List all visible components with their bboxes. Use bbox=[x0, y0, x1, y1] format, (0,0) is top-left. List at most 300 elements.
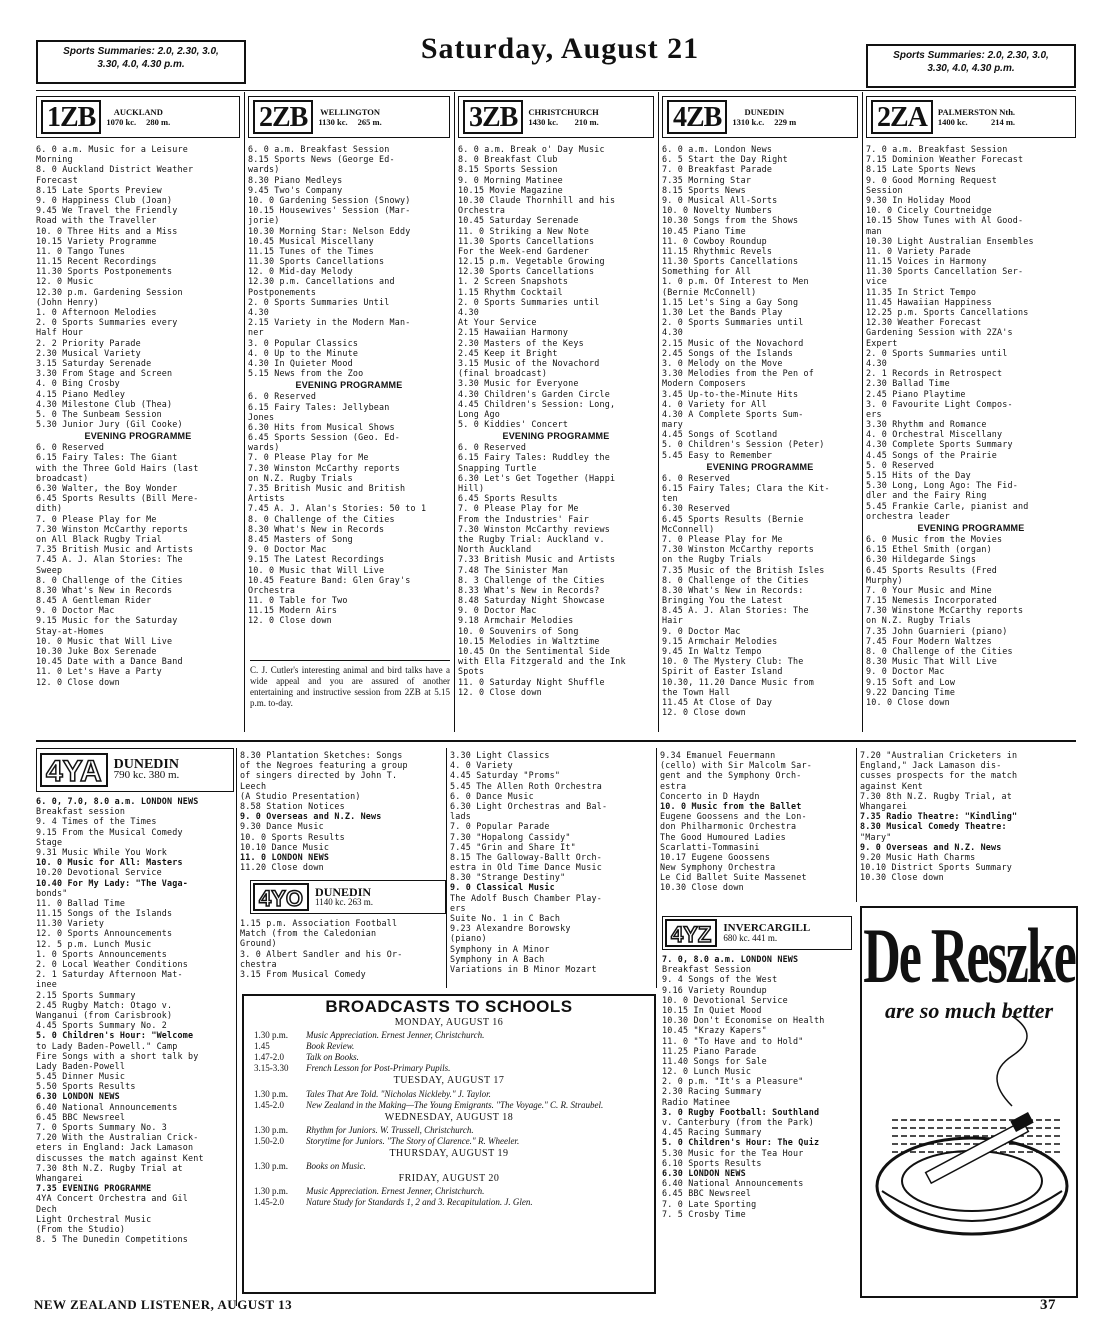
station-callsign: 2ZA bbox=[871, 100, 933, 134]
station-column-2za bbox=[866, 96, 1076, 707]
programme-item: 7.33 British Music and Artists bbox=[458, 554, 616, 565]
programme-item: 6.15 Fairy Tales: Ruddley the bbox=[458, 452, 611, 463]
programme-item: 7.48 The Sinister Man bbox=[458, 564, 569, 575]
programme-item: 5.45 Frankie Carle, pianist and bbox=[866, 500, 1029, 511]
programme-item: man bbox=[866, 225, 882, 236]
programme-item: 3.15 Music of the Novachord bbox=[458, 357, 600, 368]
4yz-header bbox=[662, 916, 852, 950]
programme-item: 5.15 News from the Zoo bbox=[248, 368, 364, 379]
programme-item: 11. 0 Cowboy Roundup bbox=[662, 235, 767, 246]
programme-item: wards) bbox=[248, 164, 280, 175]
programme-item: 11.30 Sports Postponements bbox=[36, 266, 173, 277]
4ya-programme-item: 8.30 Plantation Sketches: Songs bbox=[240, 750, 403, 760]
programme-item: wards) bbox=[248, 442, 280, 453]
column-divider bbox=[446, 748, 447, 988]
4yz-programme-item: Breakfast Session bbox=[662, 964, 752, 975]
programme-item: 2.30 Ballad Time bbox=[866, 378, 950, 389]
programme-item: 7.30 Winston McCarthy reports bbox=[662, 544, 815, 555]
programme-item: 4.30 Complete Sports Summary bbox=[866, 439, 1013, 450]
4ya-programme-item: of singers directed by John T. bbox=[240, 770, 398, 781]
station-header bbox=[248, 96, 450, 138]
programme-item: Road with the Traveller bbox=[36, 215, 157, 226]
4ya-programme-item: 4YA Concert Orchestra and Gil bbox=[36, 1193, 189, 1204]
programme-item: 1.30 Let the Bands Play bbox=[662, 307, 783, 317]
programme-item: 1.15 Let's Sing a Gay Song bbox=[662, 296, 799, 307]
station-metres: 210 m. bbox=[574, 117, 599, 127]
programme-item: the Town Hall bbox=[662, 686, 731, 697]
sports-summaries-right-line1: Sports Summaries: 2.0, 2.30, 3.0, bbox=[893, 50, 1049, 61]
4ya-programme-item: (From the Studio) bbox=[36, 1223, 126, 1234]
programme-item: 4. 0 Orchestral Miscellany bbox=[866, 429, 1003, 440]
4ya-programme-item: 10. 0 Music for All: Masters bbox=[36, 857, 183, 868]
station-kc: 1070 kc. bbox=[106, 117, 137, 127]
station-metres: 214 m. bbox=[990, 117, 1016, 127]
station-callsign: 4ZB bbox=[667, 100, 727, 134]
programme-item: 9.15 Music for the Saturday bbox=[36, 615, 178, 626]
schools-item-time: 3.15-3.30 bbox=[254, 1063, 289, 1074]
programme-item: 5. 0 The Sunbeam Session bbox=[36, 408, 162, 419]
programme-item: 6.45 Sports Session (Geo. Ed- bbox=[248, 432, 401, 443]
sports-summaries-right bbox=[866, 44, 1076, 88]
programme-item: 7.30 Winston McCarthy reports bbox=[248, 462, 401, 473]
programme-item: 6.15 Fairy Tales; Clara the Kit- bbox=[662, 483, 830, 493]
programme-item: EVENING PROGRAMME bbox=[502, 431, 610, 442]
4yz-programme-item: 7. 5 Crosby Time bbox=[662, 1208, 746, 1219]
programme-item: 9.18 Armchair Melodies bbox=[458, 615, 574, 626]
4yo-header bbox=[250, 880, 446, 914]
programme-item: 3.15 Saturday Serenade bbox=[36, 357, 152, 368]
4ya-continued-list bbox=[240, 750, 450, 872]
schools-item-description: Music Appreciation. Ernest Jenner, Christchurch. bbox=[306, 1186, 485, 1197]
programme-item: Artists bbox=[248, 493, 285, 504]
programme-item: 8.15 Late Sports News bbox=[866, 164, 977, 175]
4ya-programme-item: 7.35 EVENING PROGRAMME bbox=[36, 1183, 152, 1194]
programme-item: 9.30 In Holiday Mood bbox=[866, 194, 971, 205]
programme-item: Forecast bbox=[36, 174, 78, 185]
programme-item: 11.35 In Strict Tempo bbox=[866, 286, 977, 297]
4ya-programme-item: 9.15 From the Musical Comedy bbox=[36, 826, 183, 837]
programme-item: 11. 0 Striking a New Note bbox=[458, 225, 590, 236]
4yz-programme-item: 7. 0 Late Sporting bbox=[662, 1198, 757, 1209]
4yo-programme-item: 6.30 Light Orchestras and Bal- bbox=[450, 800, 608, 811]
programme-item: 10.15 Melodies in Waltztime bbox=[458, 635, 600, 646]
programme-item: 5.30 Junior Jury (Gil Cooke) bbox=[36, 419, 183, 430]
programme-item: 6.15 Fairy Tales: The Giant bbox=[36, 452, 178, 463]
4yo-continued-2-list bbox=[660, 750, 856, 893]
4yo-programme-item: 9.23 Alexandre Borowsky bbox=[450, 923, 571, 934]
4yz-city-block bbox=[723, 923, 810, 943]
programme-item: 8.30 What's New in Records bbox=[248, 523, 385, 534]
programme-item: 10. 0 Novelty Numbers bbox=[662, 205, 773, 216]
programme-item: 12.25 p.m. Sports Cancellations bbox=[866, 307, 1029, 317]
4yz-programme-item: 9.16 Variety Roundup bbox=[662, 984, 767, 995]
4ya-continued bbox=[240, 750, 450, 872]
4yo-programme-item: 4. 0 Variety bbox=[450, 760, 513, 771]
4ya-city: DUNEDIN bbox=[113, 756, 179, 772]
programme-item: 12. 0 Mid-day Melody bbox=[248, 266, 353, 277]
4yo-programme-item: 10.30 Close down bbox=[660, 882, 744, 893]
4yo-continued-list bbox=[450, 750, 654, 974]
programme-item: 9.45 We Travel the Friendly bbox=[36, 205, 178, 216]
station-city: AUCKLAND bbox=[113, 107, 163, 117]
programme-item: 9.15 Armchair Melodies bbox=[662, 635, 778, 646]
station-city: CHRISTCHURCH bbox=[528, 107, 599, 117]
programme-item: 12. 0 Close down bbox=[458, 686, 542, 697]
programme-item: Half Hour bbox=[36, 327, 84, 338]
station-city-block bbox=[528, 107, 598, 127]
programme-item: 1. 0 Afternoon Melodies bbox=[36, 307, 157, 317]
station-programme-list bbox=[248, 144, 450, 626]
schools-day-heading: FRIDAY, AUGUST 20 bbox=[398, 1173, 500, 1185]
programme-item: 10.45 On the Sentimental Side bbox=[458, 646, 611, 656]
programme-item: 10.15 Show Tunes with Al Good- bbox=[866, 215, 1024, 226]
programme-item: 7. 0 Your Music and Mine bbox=[866, 584, 992, 595]
station-programme-list bbox=[36, 144, 240, 687]
4yz-programme-item: 7. 0, 8.0 a.m. LONDON NEWS bbox=[662, 954, 799, 964]
4ya-programme-item: 6.30 LONDON NEWS bbox=[36, 1091, 120, 1102]
station-header bbox=[458, 96, 654, 138]
programme-item: Expert bbox=[866, 337, 898, 348]
4yo-section bbox=[240, 918, 450, 979]
programme-item: EVENING PROGRAMME bbox=[295, 380, 403, 391]
station-column-2zb bbox=[248, 96, 450, 626]
schools-item-description: Books on Music. bbox=[306, 1161, 366, 1172]
4ya-programme-item: 6. 0, 7.0, 8.0 a.m. LONDON NEWS bbox=[36, 796, 199, 806]
programme-item: vice bbox=[866, 276, 887, 287]
schools-day-heading: TUESDAY, AUGUST 17 bbox=[393, 1075, 505, 1087]
programme-item: orchestra leader bbox=[866, 510, 950, 521]
4yo-continued-2 bbox=[660, 750, 856, 893]
4yo-programme-item: 6. 0 Dance Music bbox=[450, 790, 534, 801]
programme-item: 11.30 Sports Cancellations bbox=[458, 235, 595, 246]
4yz-programme-item: 7.20 "Australian Cricketers in bbox=[860, 750, 1018, 760]
4ya-programme-item: 11. 0 Ballad Time bbox=[36, 897, 126, 908]
schools-day-heading: WEDNESDAY, AUGUST 18 bbox=[384, 1111, 514, 1123]
4ya-programme-item: 12. 5 p.m. Lunch Music bbox=[36, 938, 152, 949]
4ya-programme-item: 6.40 National Announcements bbox=[36, 1101, 178, 1112]
programme-item: 10.45 Musical Miscellany bbox=[248, 235, 374, 246]
4ya-programme-item: Lady Baden-Powell bbox=[36, 1060, 126, 1071]
programme-item: 6. 0 a.m. London News bbox=[662, 144, 773, 154]
4ya-programme-item: 12. 0 Sports Announcements bbox=[36, 928, 173, 939]
4yo-programme-item: 4.45 Saturday "Proms" bbox=[450, 770, 561, 781]
programme-item: 8. 3 Challenge of the Cities bbox=[458, 574, 605, 585]
4yo-programme-item: 9.34 Emanuel Feuermann bbox=[660, 750, 776, 760]
4yz-programme-item: 2.30 Racing Summary bbox=[662, 1086, 762, 1097]
programme-item: 2.45 Keep it Bright bbox=[458, 347, 558, 358]
programme-item: 4.30 bbox=[248, 307, 269, 317]
4ya-programme-item: 8.58 Station Notices bbox=[240, 800, 345, 811]
programme-item: 10. 0 Gardening Session (Snowy) bbox=[248, 194, 411, 205]
4ya-programme-item: 2.15 Sports Summary bbox=[36, 989, 136, 1000]
4ya-programme-item: to Lady Baden-Powell." Camp bbox=[36, 1040, 178, 1051]
programme-item: 9.45 In Waltz Tempo bbox=[662, 646, 762, 656]
4yz-frequency: 680 kc. 441 m. bbox=[723, 933, 778, 943]
4ya-programme-item: (A Studio Presentation) bbox=[240, 790, 361, 801]
4ya-programme-item: 5.45 Dinner Music bbox=[36, 1071, 126, 1082]
programme-item: 10.15 Variety Programme bbox=[36, 235, 157, 246]
programme-item: 3.30 Melodies from the Pen of bbox=[662, 368, 815, 379]
schools-item-description: Nature Study for Standards 1, 2 and 3. Recapitulation. J. Glen. bbox=[306, 1197, 533, 1208]
4yo-programme-item: 1.15 p.m. Association Football bbox=[240, 918, 398, 928]
4yo-programme-item: 8.30 "Strange Destiny" bbox=[450, 872, 566, 883]
programme-item: 11.45 At Close of Day bbox=[662, 696, 773, 707]
programme-item: 11. 0 Table for Two bbox=[248, 595, 348, 606]
4yz-programme-item: 11.40 Songs for Sale bbox=[662, 1055, 767, 1066]
programme-item: 10. 0 The Mystery Club: The bbox=[662, 656, 804, 667]
4yz-programme-item: 3. 0 Rugby Football: Southland bbox=[662, 1106, 820, 1117]
programme-item: 7.30 Winston McCarthy reports bbox=[36, 523, 189, 534]
column-divider bbox=[658, 92, 659, 732]
programme-item: 1.15 Rhythm Cocktail bbox=[458, 286, 563, 297]
programme-item: 6.30 Hildegarde Sings bbox=[866, 554, 977, 565]
4ya-programme-item: of the Negroes featuring a group bbox=[240, 760, 408, 771]
4yz-programme-item: 9. 0 Overseas and N.Z. News bbox=[860, 841, 1002, 852]
programme-item: dith) bbox=[36, 503, 63, 514]
4yz-programme-item: 10.10 District Sports Summary bbox=[860, 862, 1013, 873]
programme-item: EVENING PROGRAMME bbox=[706, 461, 814, 472]
programme-item: 10. 0 Close down bbox=[866, 696, 950, 707]
4ya-callsign: 4YA bbox=[40, 753, 108, 787]
4yo-programme-item: 10. 0 Music from the Ballet bbox=[660, 800, 802, 811]
column-divider bbox=[454, 92, 455, 732]
station-metres: 229 m bbox=[774, 117, 797, 127]
4ya-programme-item: 10. 0 Sports Results bbox=[240, 831, 345, 842]
4yo-programme-item: Match (from the Caledonian bbox=[240, 928, 377, 939]
station-header bbox=[36, 96, 240, 138]
4yz-programme-item: 6.40 National Announcements bbox=[662, 1178, 804, 1189]
4ya-programme-item: 10.40 For My Lady: "The Vaga- bbox=[36, 877, 189, 888]
programme-item: 2. 0 Sports Summaries Until bbox=[248, 296, 390, 307]
4yz-programme-item: 6.10 Sports Results bbox=[662, 1157, 762, 1168]
4yo-programme-item: The Adolf Busch Chamber Play- bbox=[450, 892, 603, 903]
station-programme-list bbox=[866, 144, 1076, 707]
schools-item bbox=[254, 1063, 644, 1074]
schools-item bbox=[254, 1100, 644, 1111]
programme-item: 6. 0 a.m. Break o' Day Music bbox=[458, 144, 605, 154]
column-divider bbox=[244, 92, 245, 732]
4ya-programme-item: eters in England: Jack Lamason bbox=[36, 1142, 194, 1153]
4ya-programme-item: discusses the match against Kent bbox=[36, 1152, 204, 1163]
4yo-programme-item: 7.30 "Hopalong Cassidy" bbox=[450, 831, 571, 842]
station-callsign: 2ZB bbox=[253, 100, 313, 134]
4yo-programme-item: ers bbox=[450, 902, 466, 913]
programme-item: 9. 0 Doctor Mac bbox=[248, 544, 327, 555]
4yz-programme-item: v. Canterbury (from the Park) bbox=[662, 1117, 815, 1127]
4ya-programme-item: 11.20 Close down bbox=[240, 862, 324, 873]
programme-item: 2. 0 Sports Summaries until bbox=[458, 296, 600, 307]
programme-item: 9. 0 Musical All-Sorts bbox=[662, 194, 778, 205]
4yz-programme-item: "Mary" bbox=[860, 831, 892, 842]
programme-item: 2.15 Hawaiian Harmony bbox=[458, 327, 569, 338]
schools-item-time: 1.47-2.0 bbox=[254, 1052, 284, 1063]
4ya-city-block bbox=[113, 756, 180, 781]
programme-item: on N.Z. Rugby Trials bbox=[866, 615, 971, 626]
programme-item: 9.15 Soft and Low bbox=[866, 676, 956, 687]
programme-item: 10. 0 Music that Will Live bbox=[248, 564, 385, 575]
programme-item: 1. 2 Screen Snapshots bbox=[458, 276, 569, 287]
programme-item: 8.45 A Gentleman Rider bbox=[36, 595, 152, 606]
programme-item: 10.45 Feature Band: Glen Gray's bbox=[248, 574, 411, 585]
programme-item: mary bbox=[662, 419, 683, 430]
2zb-feature-note: C. J. Cutler's interesting animal and bird talks have a wide appeal and you are assured of another entertaining and instructive session from 2ZB at 5.15 p.m. to-day. bbox=[250, 660, 450, 709]
programme-item: the Rugby Trial: Auckland v. bbox=[458, 533, 605, 544]
programme-item: 8.15 Sports Session bbox=[458, 164, 558, 175]
4yo-programme-item: Eugene Goossens and the Lon- bbox=[660, 811, 807, 822]
schools-item bbox=[254, 1041, 644, 1052]
programme-item: 9. 0 Doctor Mac bbox=[866, 666, 945, 677]
programme-item: 12. 0 Close down bbox=[248, 615, 332, 626]
4yz-programme-item: 6.45 BBC Newsreel bbox=[662, 1188, 752, 1199]
schools-item bbox=[254, 1136, 644, 1147]
programme-item: 2.45 Piano Playtime bbox=[866, 388, 966, 399]
4ya-programme-item: Fire Songs with a short talk by bbox=[36, 1050, 199, 1061]
programme-item: 4.45 Songs of the Prairie bbox=[866, 449, 998, 460]
station-programme-list bbox=[662, 144, 858, 717]
programme-item: on the Rugby Trials bbox=[662, 554, 762, 565]
4yz-programme-item: 10.15 In Quiet Mood bbox=[662, 1004, 762, 1015]
programme-item: 4.30 Children's Garden Circle bbox=[458, 388, 611, 399]
programme-item: 7. 0 Please Play for Me bbox=[662, 533, 783, 544]
4ya-programme-item: Wanganui (from Carisbrook) bbox=[36, 1009, 173, 1020]
programme-item: 8.48 Saturday Night Showcase bbox=[458, 595, 605, 606]
schools-item bbox=[254, 1030, 644, 1041]
schools-item-description: Storytime for Juniors. "The Story of Clarence." R. Wheeler. bbox=[306, 1135, 520, 1146]
schools-item-description: Rhythm for Juniors. W. Trussell, Christchurch. bbox=[306, 1124, 474, 1135]
programme-item: 8. 0 Challenge of the Cities bbox=[866, 646, 1013, 656]
programme-item: 11.30 Sports Cancellation Ser- bbox=[866, 266, 1024, 277]
programme-item: EVENING PROGRAMME bbox=[917, 522, 1025, 533]
4yo-programme-item: 9. 0 Classical Music bbox=[450, 882, 555, 893]
4ya-programme-item: 9. 4 Times of the Times bbox=[36, 816, 157, 827]
4yz-city: INVERCARGILL bbox=[723, 921, 811, 934]
programme-item: 6. 5 Start the Day Right bbox=[662, 154, 788, 165]
4ya-programme-item: 10.20 Devotional Service bbox=[36, 867, 162, 878]
programme-item: 9. 0 Happiness Club (Joan) bbox=[36, 194, 173, 205]
4yz-programme-item: cusses prospects for the match bbox=[860, 770, 1018, 781]
4yo-programme-item: 3.15 From Musical Comedy bbox=[240, 968, 366, 979]
4yo-continued bbox=[450, 750, 654, 974]
programme-item: 5. 0 Children's Session (Peter) bbox=[662, 439, 825, 450]
programme-item: ers bbox=[866, 408, 882, 419]
schools-title: BROADCASTS TO SCHOOLS bbox=[325, 997, 573, 1016]
programme-item: 10.15 Housewives' Session (Mar- bbox=[248, 205, 411, 216]
4ya-programme-item: Stage bbox=[36, 836, 63, 847]
programme-item: 10. 0 Three Hits and a Miss bbox=[36, 225, 178, 236]
schools-item-time: 1.30 p.m. bbox=[254, 1088, 289, 1099]
programme-item: 12.30 p.m. Gardening Session bbox=[36, 286, 183, 297]
4yo-programme-item: 7. 0 Popular Parade bbox=[450, 821, 550, 832]
4ya-programme-item: inee bbox=[36, 979, 57, 990]
programme-item: For the Week-end Gardener bbox=[458, 245, 590, 256]
sports-summaries-left-line2: 3.30, 4.0, 4.30 p.m. bbox=[97, 59, 185, 70]
programme-item: 2. 0 Sports Summaries until bbox=[662, 317, 804, 328]
4ya-programme-item: 7. 0 Sports Summary No. 3 bbox=[36, 1122, 168, 1132]
programme-item: 9. 0 Doctor Mac bbox=[36, 605, 115, 616]
column-divider bbox=[862, 92, 863, 732]
smoke-icon bbox=[997, 1016, 1027, 1106]
4yo-programme-item: 3.30 Light Classics bbox=[450, 750, 550, 760]
footer-publication: NEW ZEALAND LISTENER, AUGUST 13 bbox=[34, 1297, 293, 1312]
4yo-programme-item: (cello) with Sir Malcolm Sar- bbox=[660, 760, 813, 771]
station-city: DUNEDIN bbox=[744, 107, 785, 117]
station-city-block bbox=[732, 107, 796, 127]
column-divider bbox=[656, 748, 657, 988]
4yz-programme-item: 11.25 Piano Parade bbox=[662, 1045, 757, 1056]
programme-item: 11.15 Voices in Harmony bbox=[866, 256, 987, 267]
programme-item: 11.45 Hawaiian Happiness bbox=[866, 296, 992, 307]
programme-item: 7. 0 Please Play for Me bbox=[248, 452, 369, 463]
ashtray-icon bbox=[877, 1120, 1067, 1234]
programme-item: 6. 0 Reserved bbox=[248, 391, 317, 402]
programme-item: 11. 0 Saturday Night Shuffle bbox=[458, 676, 605, 687]
schools-item-time: 1.30 p.m. bbox=[254, 1161, 289, 1172]
broadcasts-to-schools bbox=[242, 994, 656, 1294]
programme-item: Session bbox=[866, 184, 903, 195]
4yo-programme-item: estra in Old Time Dance Music bbox=[450, 862, 603, 873]
4ya-section bbox=[36, 748, 234, 1244]
4ya-programme-item: 7.30 8th N.Z. Rugby Trial at bbox=[36, 1162, 183, 1173]
programme-item: 10. 0 Music that Will Live bbox=[36, 635, 173, 646]
programme-item: 12.30 Weather Forecast bbox=[866, 317, 982, 328]
schools-item-time: 1.30 p.m. bbox=[254, 1124, 289, 1135]
station-column-3zb bbox=[458, 96, 654, 697]
4yo-programme-item: 10.17 Eugene Goossens bbox=[660, 851, 771, 862]
programme-item: 4.30 bbox=[458, 307, 479, 317]
programme-item: on All Black Rugby Trial bbox=[36, 533, 162, 544]
programme-item: 6.30 Hits from Musical Shows bbox=[248, 421, 395, 432]
programme-item: 8.33 What's New in Records? bbox=[458, 584, 600, 595]
page-title: Saturday, August 21 bbox=[420, 32, 700, 65]
programme-item: 8. 0 Auckland District Weather bbox=[36, 164, 194, 175]
programme-item: 8.30 What's New in Records: bbox=[662, 584, 804, 595]
programme-item: 2. 0 Sports Summaries until bbox=[866, 347, 1008, 358]
programme-item: Bringing You the Latest bbox=[662, 595, 783, 606]
4ya-header bbox=[36, 748, 234, 792]
schools-item bbox=[254, 1161, 644, 1172]
4ya-programme-item: 5.50 Sports Results bbox=[36, 1081, 136, 1092]
station-metres: 280 m. bbox=[146, 117, 171, 127]
programme-item: ner bbox=[248, 327, 264, 338]
programme-item: 7.35 British Music and Artists bbox=[36, 544, 194, 555]
4yo-programme-item: estra bbox=[660, 780, 687, 791]
4yo-programme-item: don Philharmonic Orchestra bbox=[660, 821, 797, 832]
4yo-programme-item: (piano) bbox=[450, 933, 487, 944]
4yo-city-block bbox=[315, 884, 373, 907]
ad-slogan: are so much better bbox=[884, 998, 1054, 1023]
programme-item: 8. 0 Breakfast Club bbox=[458, 154, 558, 165]
programme-item: 5.45 Easy to Remember bbox=[662, 449, 773, 460]
programme-item: 7. 0 Please Play for Me bbox=[458, 503, 579, 514]
programme-item: 6.45 Sports Results (Fred bbox=[866, 564, 998, 575]
schools-item-time: 1.30 p.m. bbox=[254, 1030, 289, 1041]
programme-item: 6. 0 a.m. Music for a Leisure bbox=[36, 144, 189, 154]
programme-item: on N.Z. Rugby Trials bbox=[248, 472, 353, 483]
schools-item-description: New Zealand in the Making—The Young Emigrants. "The Voyage." C. R. Straubel. bbox=[306, 1099, 604, 1110]
4yo-callsign: 4YO bbox=[253, 883, 309, 911]
4yo-programme-item: Symphony in A Minor bbox=[450, 943, 550, 954]
4yz-programme-item: 5.30 Music for the Tea Hour bbox=[662, 1147, 804, 1158]
de-reszke-advertisement bbox=[860, 906, 1078, 1298]
station-frequency bbox=[106, 117, 170, 127]
programme-item: Hill) bbox=[458, 483, 485, 493]
programme-item: Postponements bbox=[248, 286, 317, 297]
programme-item: 6.15 Ethel Smith (organ) bbox=[866, 544, 992, 555]
4yz-programme-item: 5. 0 Children's Hour: The Quiz bbox=[662, 1137, 820, 1148]
programme-item: 7.45 A. J. Alan's Stories: 50 to 1 bbox=[248, 503, 427, 514]
programme-item: 5. 0 Reserved bbox=[866, 459, 935, 470]
schools-item bbox=[254, 1125, 644, 1136]
